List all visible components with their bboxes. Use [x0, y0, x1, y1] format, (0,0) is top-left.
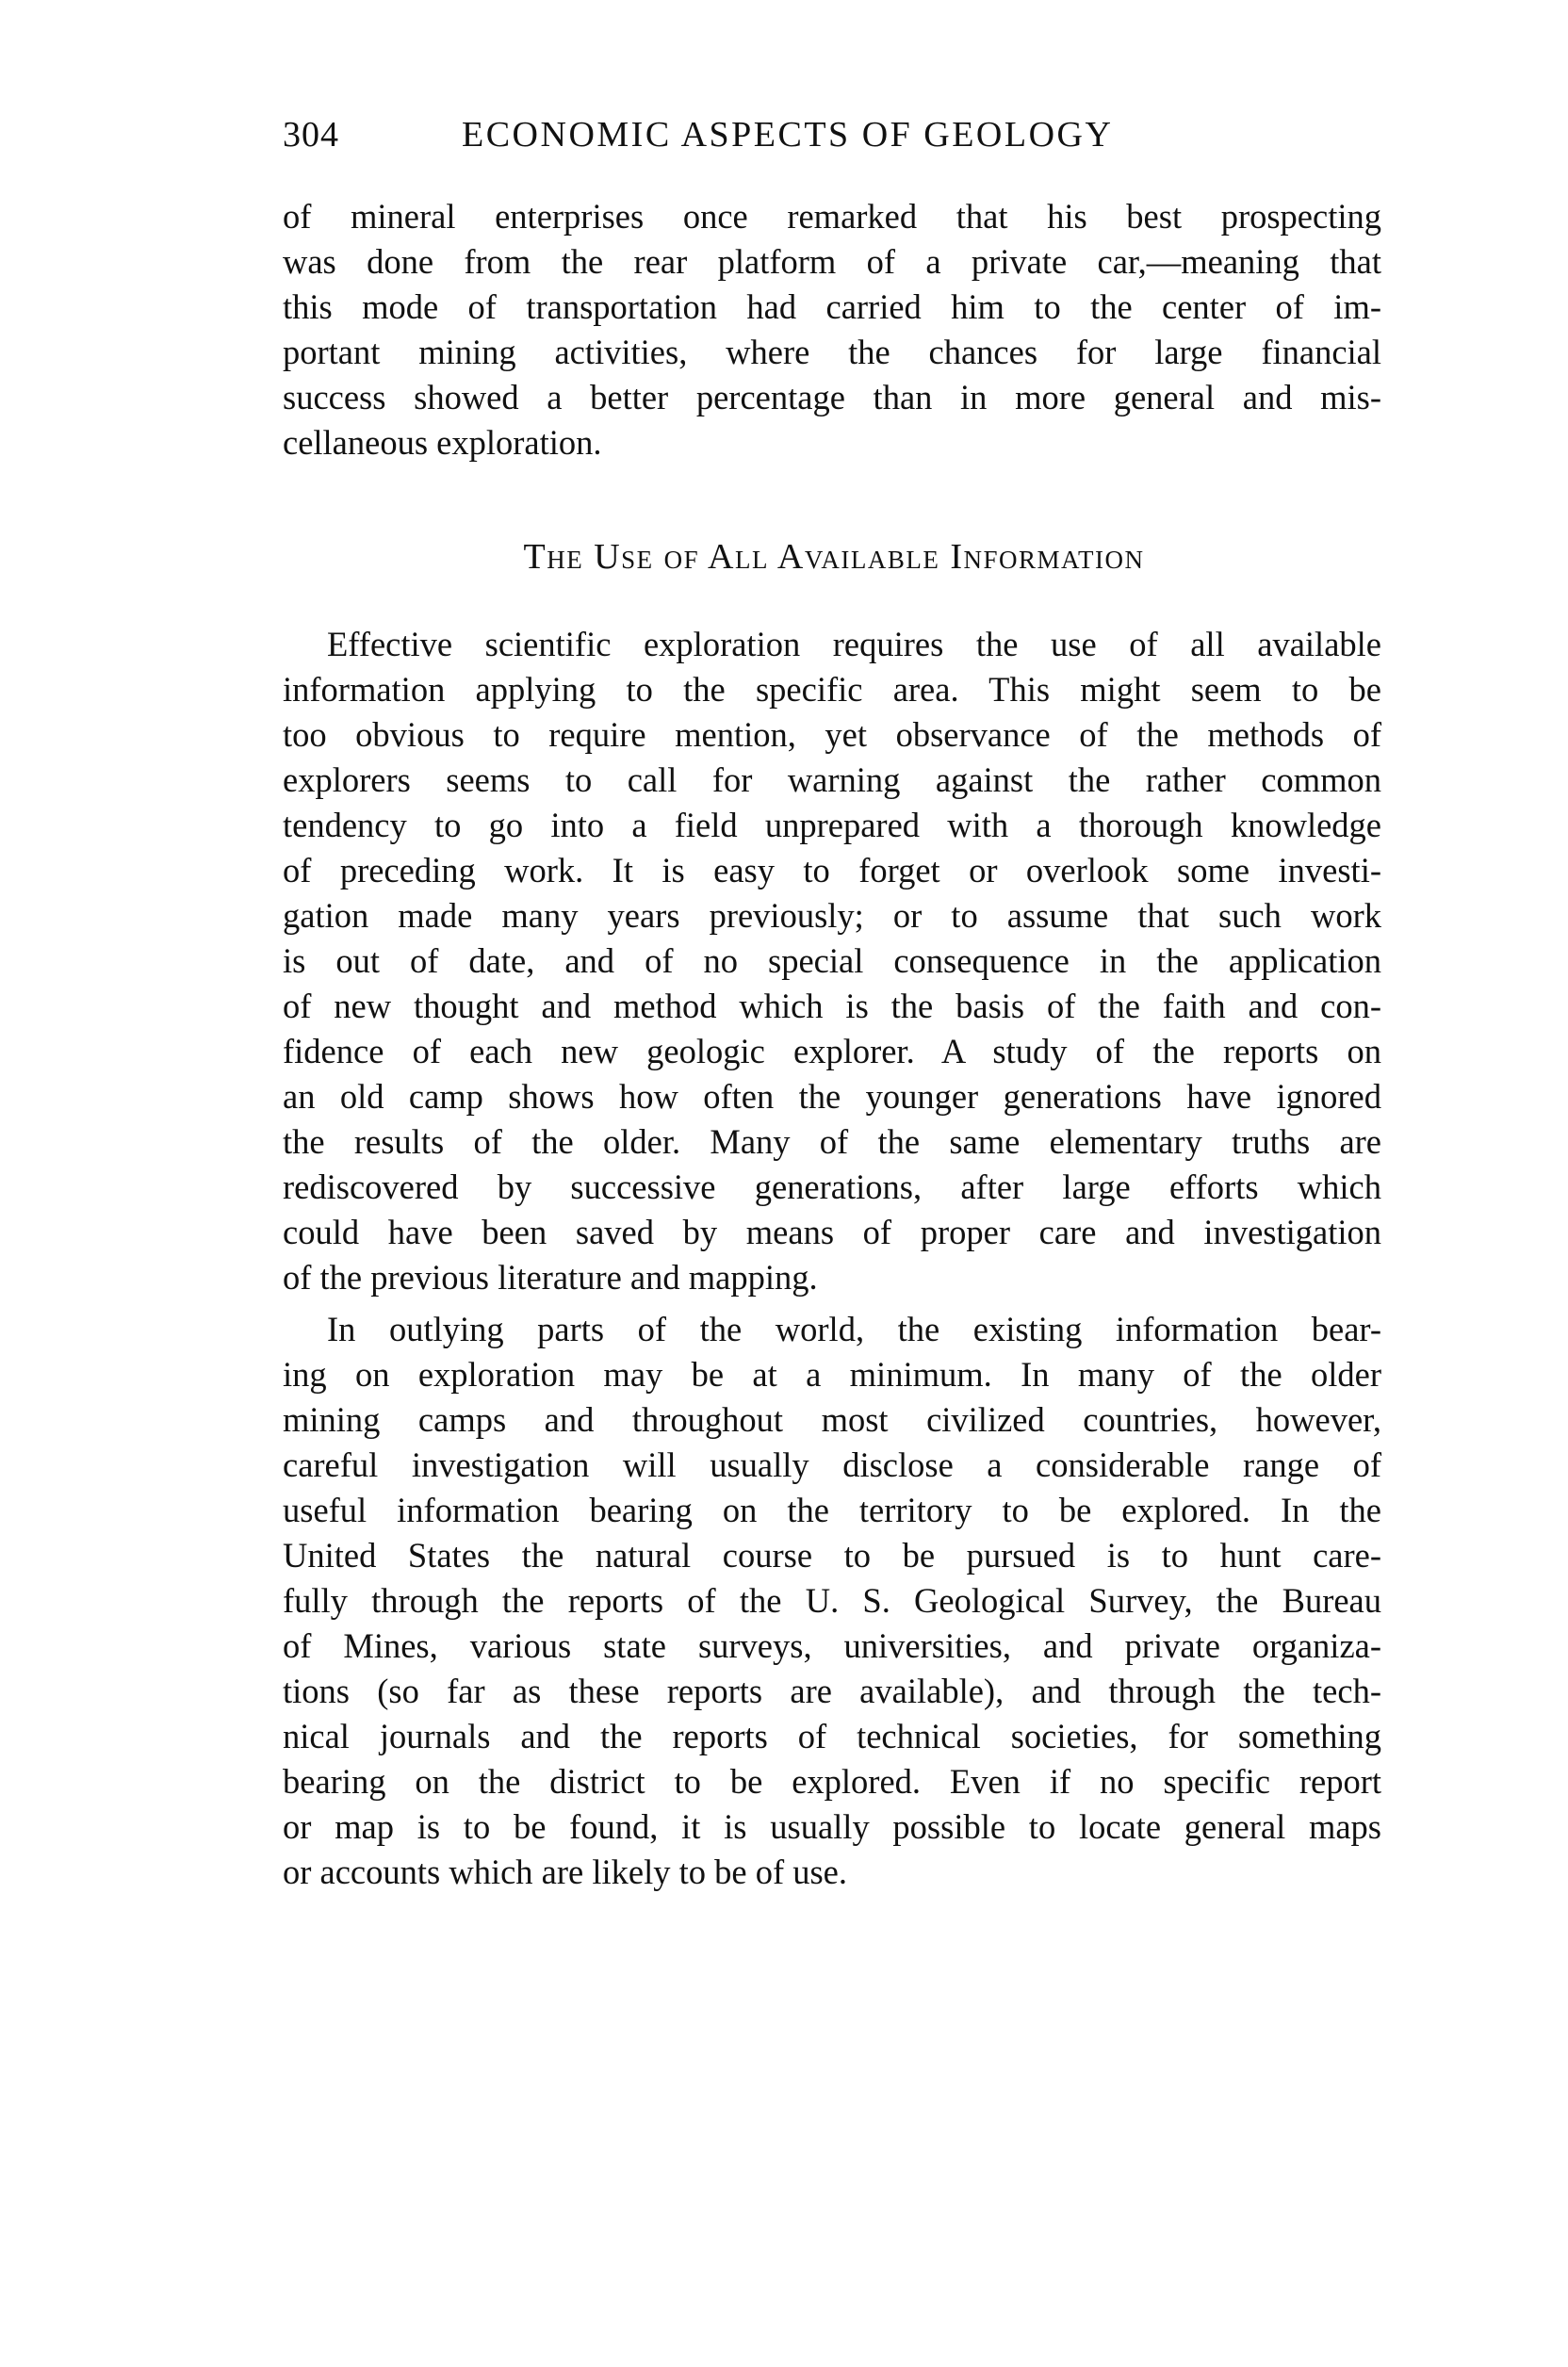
text-line: of Mines, various state surveys, universities, and private organiza- — [283, 1626, 1381, 1665]
text-line: useful information bearing on the territory to be explored. In the — [283, 1491, 1381, 1529]
paragraph-outlying-parts — [283, 1307, 1381, 1895]
paragraph-continued — [283, 194, 1381, 465]
paragraph-effective-exploration — [283, 622, 1381, 1300]
text-line: ing on exploration may be at a minimum. In many of the older — [283, 1355, 1381, 1394]
text-line: bearing on the district to be explored. Even if no specific report — [283, 1762, 1381, 1801]
text-line: is out of date, and of no special consequence in the application — [283, 941, 1381, 980]
text-line: could have been saved by means of proper care and investigation — [283, 1213, 1381, 1251]
text-line: United States the natural course to be pursued is to hunt care- — [283, 1536, 1381, 1575]
text-line: information applying to the specific area. This might seem to be — [283, 670, 1381, 709]
text-line: success showed a better percentage than in more general and mis- — [283, 378, 1381, 416]
text-line: tendency to go into a field unprepared with a thorough knowledge — [283, 806, 1381, 844]
text-line: of mineral enterprises once remarked that his best prospecting — [283, 197, 1381, 236]
text-line: tions (so far as these reports are available), and through the tech- — [283, 1672, 1381, 1710]
text-line: fully through the reports of the U. S. Geological Survey, the Bureau — [283, 1581, 1381, 1620]
text-line: of the previous literature and mapping. — [283, 1258, 818, 1297]
text-line: rediscovered by successive generations, after large efforts which — [283, 1167, 1381, 1206]
text-line: was done from the rear platform of a private car,—meaning that — [283, 242, 1381, 281]
text-line: or accounts which are likely to be of use. — [283, 1853, 848, 1891]
text-line: fidence of each new geologic explorer. A study of the reports on — [283, 1032, 1381, 1070]
text-line: portant mining activities, where the chances for large financial — [283, 333, 1381, 371]
text-line: mining camps and throughout most civilized countries, however, — [283, 1400, 1381, 1439]
text-line: the results of the older. Many of the same elementary truths are — [283, 1122, 1381, 1161]
text-line: cellaneous exploration. — [283, 423, 602, 462]
text-line: Effective scientific exploration requires the use of all available — [327, 625, 1381, 663]
text-line: gation made many years previously; or to assume that such work — [283, 896, 1381, 935]
running-title: ECONOMIC ASPECTS OF GEOLOGY — [462, 115, 1114, 155]
page-number: 304 — [283, 115, 339, 155]
text-line: explorers seems to call for warning against the rather common — [283, 760, 1381, 799]
running-head — [283, 111, 1385, 158]
text-line: of new thought and method which is the basis of the faith and con- — [283, 987, 1381, 1025]
text-line: an old camp shows how often the younger generations have ignored — [283, 1077, 1381, 1116]
text-line: of preceding work. It is easy to forget or overlook some investi- — [283, 851, 1381, 890]
text-line: or map is to be found, it is usually possible to locate general maps — [283, 1807, 1381, 1846]
text-line: too obvious to require mention, yet observance of the methods of — [283, 715, 1381, 754]
text-line: this mode of transportation had carried him to the center of im- — [283, 287, 1381, 326]
text-line: nical journals and the reports of technical societies, for something — [283, 1717, 1381, 1755]
text-line: careful investigation will usually disclose a considerable range of — [283, 1445, 1381, 1484]
section-heading: The Use of All Available Information — [523, 537, 1145, 577]
text-line: In outlying parts of the world, the existing information bear- — [327, 1310, 1381, 1348]
